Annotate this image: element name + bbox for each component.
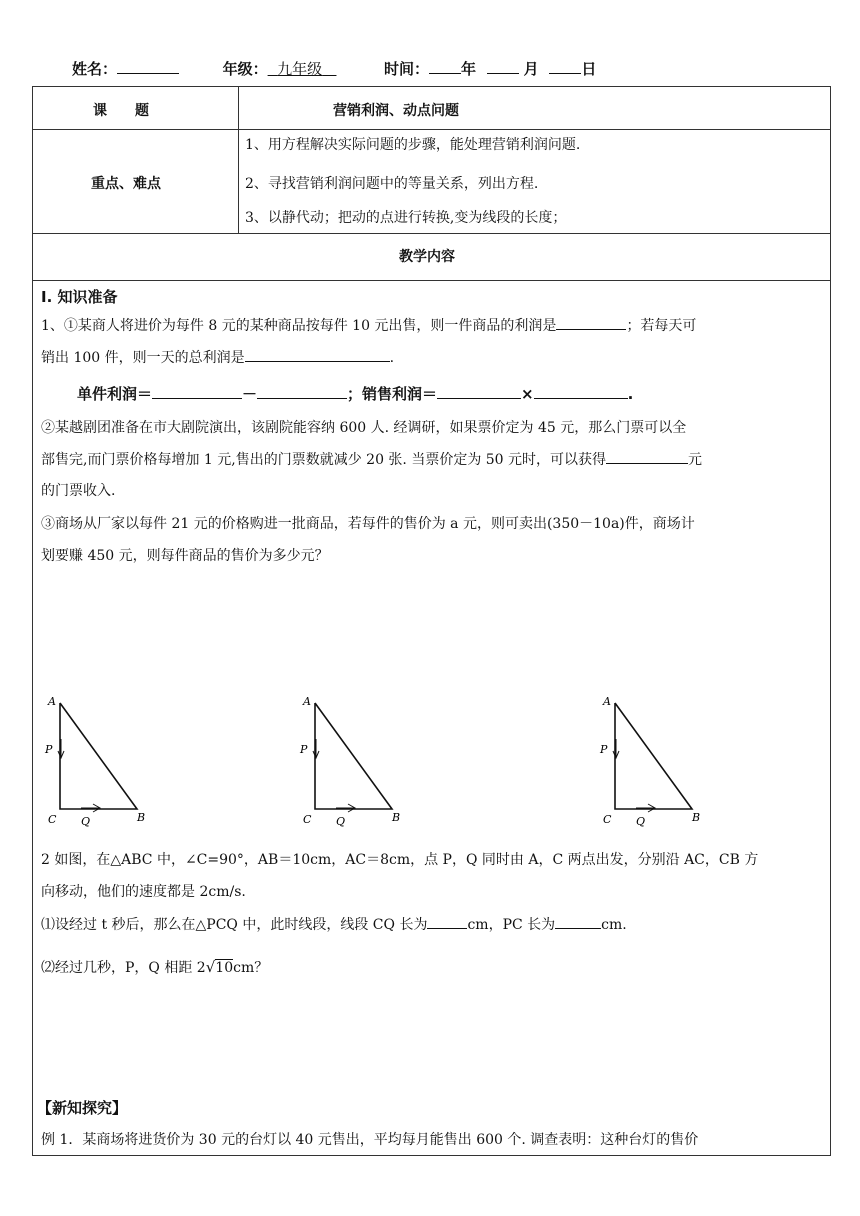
answer-blank[interactable] [555,914,601,929]
teaching-content-label: 教学内容 [399,249,455,265]
sub-question-2: ⑵经过几秒，P，Q 相距 2√10cm？ [41,958,269,976]
month-label: 月 [523,60,539,78]
example-1-text: 例 1．某商场将进货价为 30 元的台灯以 40 元售出，平均每月能售出 600 个. 调查表明：这种台灯的售价 [41,1132,699,1148]
triangle-figure-2 [299,695,400,828]
month-blank[interactable] [487,59,519,74]
lesson-table [32,86,831,1156]
svg-text:C: C [303,813,312,826]
question-2-moving-points-line-1: 2 如图，在△ABC 中，∠C=90°，AB＝10cm，AC＝8cm，点 P，Q 同时由 A，C 两点出发，分别沿 AC，CB 方 [41,852,759,868]
question-1-line-2: 销出 100 件，则一天的总利润是 . [41,347,394,367]
key-point-1: 1、用方程解决实际问题的步骤，能处理营销利润问题. [245,137,581,153]
table-divider [33,280,830,281]
formula-blank[interactable] [152,384,242,399]
sub-question-1: ⑴设经过 t 秒后，那么在△PCQ 中，此时线段，线段 CQ 长为 cm，PC 长为 cm. [41,914,627,934]
section-knowledge-title: Ⅰ. 知识准备 [41,288,118,306]
formula-blank[interactable] [257,384,347,399]
svg-text:P: P [300,743,308,756]
answer-blank[interactable] [427,914,467,929]
svg-text:Q: Q [636,815,646,828]
question-2-line-2: 部售完,而门票价格每增加 1 元,售出的门票数就减少 20 张. 当票价定为 50 元时，可以获得 元 [41,449,702,469]
key-point-2: 2、寻找营销利润问题中的等量关系，列出方程. [245,176,539,192]
name-blank[interactable] [117,59,179,74]
svg-text:B: B [692,811,701,824]
svg-text:P: P [600,743,608,756]
svg-text:C: C [48,813,57,826]
section-new-knowledge-title: 【新知探究】 [37,1099,128,1117]
grade-label: 年级： [222,60,268,78]
answer-blank[interactable] [606,449,688,464]
question-3-line-1: ③商场从厂家以每件 21 元的价格购进一批商品，若每件的售价为 a 元，则可卖出(350－10a)件，商场计 [41,516,695,532]
year-blank[interactable] [429,59,461,74]
svg-text:A: A [48,695,56,708]
student-info-header [72,58,596,79]
table-divider [33,233,830,234]
key-points-label: 重点、难点 [91,176,161,192]
svg-text:Q: Q [81,815,91,828]
question-1-line-1: 1、①某商人将进价为每件 8 元的某种商品按每件 10 元出售，则一件商品的利润是 ；若每天可 [41,315,696,335]
triangle-figure-3 [599,695,700,828]
time-label: 时间： [384,60,430,78]
year-label: 年 [461,60,477,78]
key-point-3: 3、以静代动；把动的点进行转换,变为线段的长度； [245,210,567,226]
svg-text:Q: Q [336,815,346,828]
svg-text:P: P [45,743,53,756]
profit-formula: 单件利润＝ － ；销售利润＝ × . [77,385,634,403]
name-label: 姓名： [72,60,118,78]
answer-blank[interactable] [245,347,390,362]
question-3-line-2: 划要赚 450 元，则每件商品的售价为多少元？ [41,548,329,564]
svg-text:A: A [603,695,611,708]
topic-label: 课 题 [93,103,149,119]
formula-blank[interactable] [437,384,521,399]
sqrt-radicand: 10 [215,960,234,976]
question-2-line-1: ②某越剧团准备在市大剧院演出，该剧院能容纳 600 人. 经调研，如果票价定为 45 元，那么门票可以全 [41,420,687,436]
grade-value: 九年级 [277,60,323,78]
table-column-divider [238,87,239,233]
table-divider [33,129,830,130]
svg-text:C: C [603,813,612,826]
svg-text:A: A [303,695,311,708]
answer-blank[interactable] [556,315,626,330]
question-2-line-3: 的门票收入. [41,483,116,499]
svg-text:B: B [392,811,401,824]
sqrt-symbol: √ [205,958,216,976]
triangle-figures [33,687,830,837]
topic-value: 营销利润、动点问题 [333,103,459,119]
formula-blank[interactable] [534,384,628,399]
svg-text:B: B [137,811,146,824]
day-label: 日 [581,60,597,78]
question-2-moving-points-line-2: 向移动，他们的速度都是 2cm/s. [41,884,246,900]
day-blank[interactable] [549,59,581,74]
triangle-figure-1 [44,695,145,828]
